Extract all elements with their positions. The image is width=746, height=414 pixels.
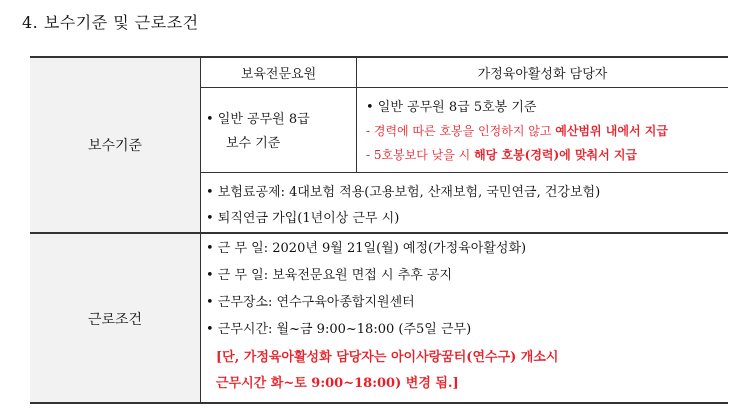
work-label-text: 근로조건 xyxy=(87,312,143,328)
pay-common-line1: • 보험료공제: 4대보험 적용(고용보험, 산재보험, 국민연금, 건강보험) xyxy=(206,185,601,200)
pay-col2-bullet: • 일반 공무원 8급 5호봉 기준 xyxy=(366,100,537,115)
work-line1: • 근 무 일: 2020년 9월 21일(월) 예정(가정육아활성화) xyxy=(206,241,527,256)
pay-label-text: 보수기준 xyxy=(87,138,143,154)
pay-note2-bold: 해당 호봉(경력)에 맞춰서 지급 xyxy=(474,148,638,162)
header-divider xyxy=(200,87,728,88)
pay-common-line2: • 퇴직연금 가입(1년이상 근무 시) xyxy=(206,211,400,226)
work-line2: • 근 무 일: 보육전문요원 면접 시 추후 공지 xyxy=(206,268,453,283)
work-line4: • 근무시간: 월~금 9:00~18:00 (주5일 근무) xyxy=(206,322,472,337)
header-col2-text: 가정육아활성화 담당자 xyxy=(477,67,608,82)
pay-col1-line1: • 일반 공무원 8급 xyxy=(206,112,310,127)
header-col2 xyxy=(357,58,728,87)
pay-col2-note2 xyxy=(366,146,637,163)
section-title: 4. 보수기준 및 근로조건 xyxy=(22,13,199,32)
table-bottom-border xyxy=(30,402,728,404)
pay-note1-bold: 예산범위 내에서 지급 xyxy=(555,124,668,138)
label-column-divider xyxy=(200,56,201,404)
conditions-table xyxy=(30,56,728,404)
pay-note2-plain: - 5호봉보다 낮을 시 xyxy=(366,148,475,162)
work-row-label xyxy=(30,234,200,404)
pay-subrow-divider xyxy=(200,172,728,173)
row-divider xyxy=(30,232,728,234)
work-note-line1: [단, 가정육아활성화 담당자는 아이사랑꿈터(연수구) 개소시 xyxy=(216,350,559,365)
work-line3: • 근무장소: 연수구육아종합지원센터 xyxy=(206,295,415,310)
pay-col1-line2: 보수 기준 xyxy=(226,136,281,151)
pay-note1-plain: - 경력에 따른 호봉을 인정하지 않고 xyxy=(366,124,556,138)
pay-col2-note1 xyxy=(366,122,668,139)
pay-row-label xyxy=(30,58,200,232)
work-note-line2: 근무시간 화~토 9:00~18:00) 변경 됨.] xyxy=(216,376,459,391)
header-col1 xyxy=(201,58,356,87)
header-col1-text: 보육전문요원 xyxy=(240,67,317,82)
